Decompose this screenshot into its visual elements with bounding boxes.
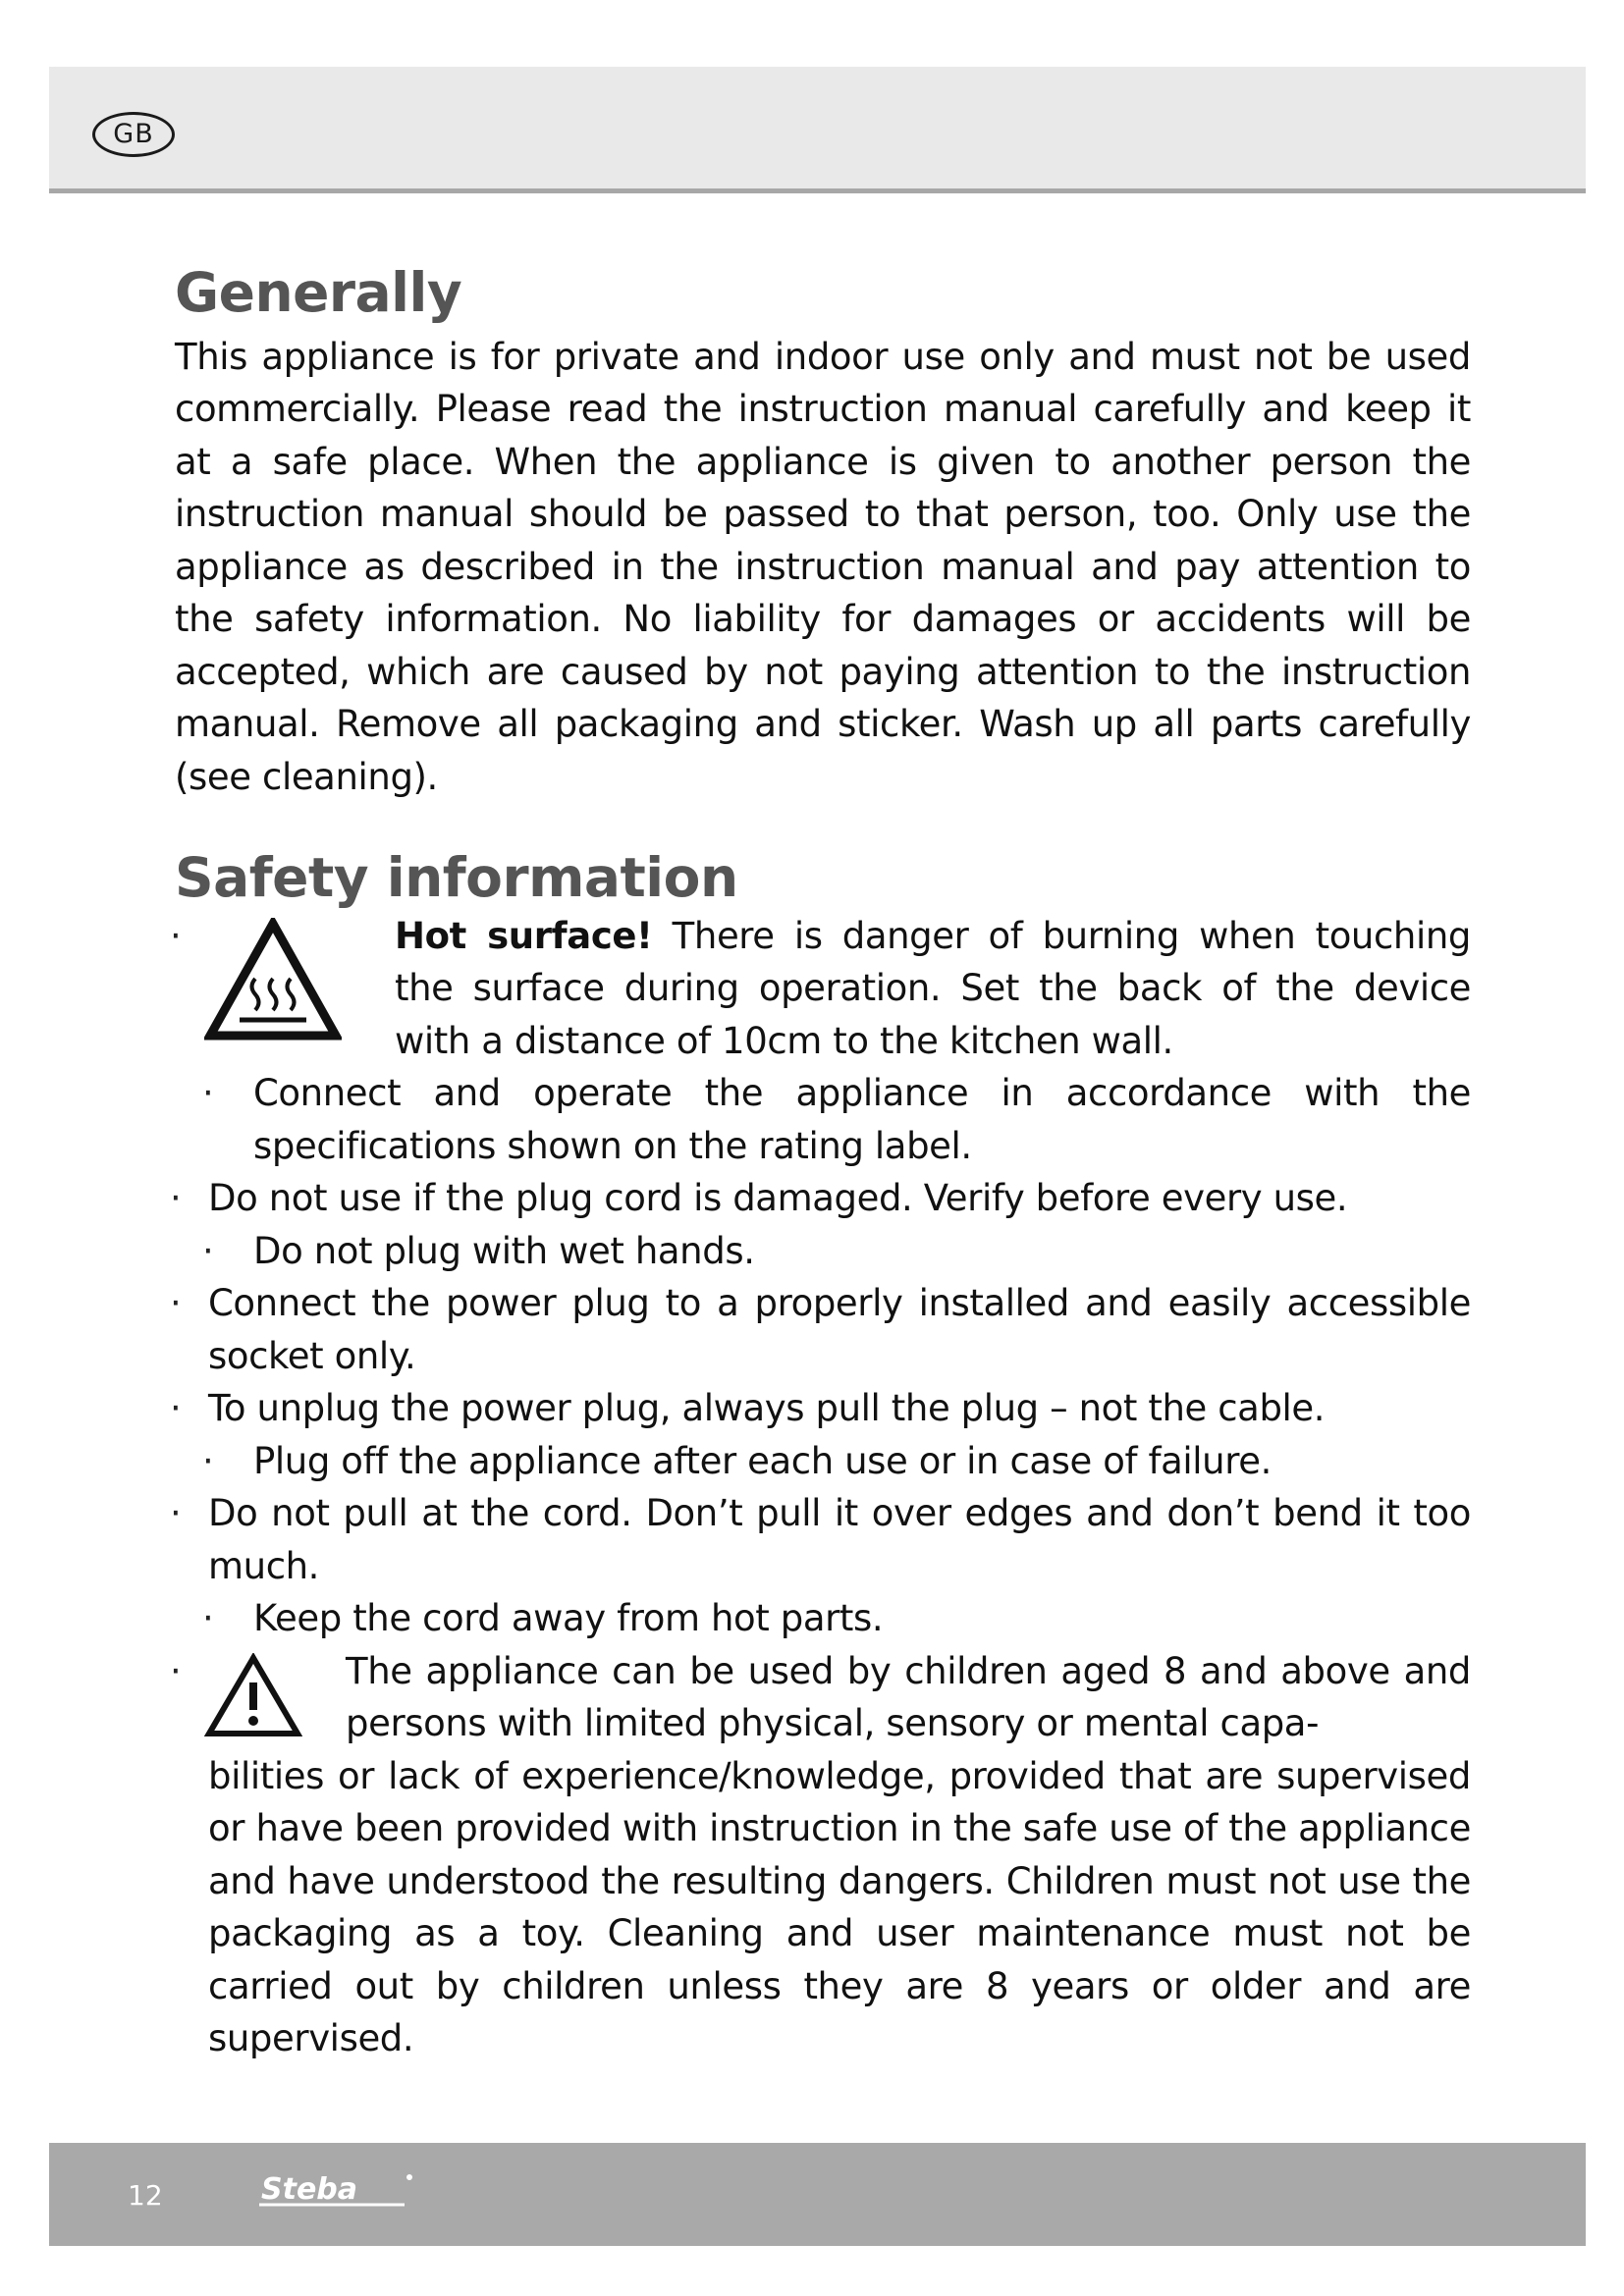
bullet: ·	[170, 914, 182, 957]
safety-heading: Safety information	[175, 846, 738, 909]
language-badge: GB	[92, 112, 175, 157]
bullet: ·	[170, 1282, 182, 1324]
safety-item	[170, 1277, 1471, 1382]
safety-item-text: To unplug the power plug, always pull the plug – not the cable.	[208, 1387, 1326, 1429]
safety-item-text: Do not pull at the cord. Don’t pull it over edges and don’t bend it too much.	[208, 1492, 1471, 1587]
steba-logo	[257, 2169, 414, 2213]
bullet: ·	[170, 1492, 182, 1534]
hot-surface-text: There is danger of burning when touching the surface during operation. Set the back of the device with a distance of 10cm to the kitchen wall.	[395, 914, 1471, 1062]
header-band	[49, 67, 1586, 193]
bullet: ·	[170, 1387, 182, 1429]
hot-surface-label: Hot surface!	[395, 914, 653, 957]
children-warning-rest: bilities or lack of experience/knowledge, provided that are supervised or have been provided with instruction in the safe use of the appliance and have understood the resulting dangers. Children must not use the packaging as a toy. Cleaning and user maintenance must not be carried out by children unless they are 8 years or older and are supervised.	[208, 1754, 1471, 2059]
warning-triangle-icon	[204, 1653, 302, 1739]
safety-item-text: Connect and operate the appliance in accordance with the specifications shown on the rating label.	[253, 1072, 1471, 1167]
safety-item-text: Do not plug with wet hands.	[253, 1229, 755, 1272]
safety-item	[175, 1067, 1471, 1172]
bullet: ·	[202, 1229, 214, 1272]
generally-heading: Generally	[175, 261, 462, 324]
bullet: ·	[170, 1649, 182, 1692]
bullet: ·	[170, 1177, 182, 1219]
safety-item	[175, 1225, 1471, 1278]
generally-paragraph: This appliance is for private and indoor use only and must not be used commercially. Please read the instruction manual carefully and keep it at a safe place. When the appliance is given to another person the instruction manual should be passed to that person, too. Only use the appliance as described in the instruction manual and pay attention to the safety information. No liability for damages or accidents will be accepted, which are caused by not paying attention to the instruction manual. Remove all packaging and sticker. Wash up all parts carefully (see cleaning).	[175, 335, 1471, 798]
page-number: 12	[128, 2179, 163, 2212]
safety-item	[175, 1592, 1471, 1645]
safety-item-text: Plug off the appliance after each use or in case of failure.	[253, 1439, 1272, 1482]
safety-item	[175, 1435, 1471, 1488]
safety-item	[170, 1487, 1471, 1592]
safety-list	[170, 910, 1471, 2065]
bullet: ·	[202, 1072, 214, 1114]
bullet: ·	[202, 1439, 214, 1482]
page-content	[170, 261, 1471, 2065]
brand-wordmark: Steba	[261, 2172, 358, 2207]
hot-surface-warning-icon	[204, 918, 342, 1043]
safety-item	[170, 1382, 1471, 1435]
safety-item-text: Keep the cord away from hot parts.	[253, 1597, 884, 1639]
bullet: ·	[202, 1597, 214, 1639]
safety-item-text: Connect the power plug to a properly installed and easily accessible socket only.	[208, 1282, 1471, 1377]
children-warning-item	[170, 1645, 1471, 2065]
hot-surface-item	[170, 910, 1471, 1068]
children-warning-first-lines: The appliance can be used by children aged 8 and above and persons with limited physical, sensory or mental capa-	[346, 1649, 1471, 1744]
safety-item	[170, 1172, 1471, 1225]
safety-item-text: Do not use if the plug cord is damaged. Verify before every use.	[208, 1177, 1348, 1219]
